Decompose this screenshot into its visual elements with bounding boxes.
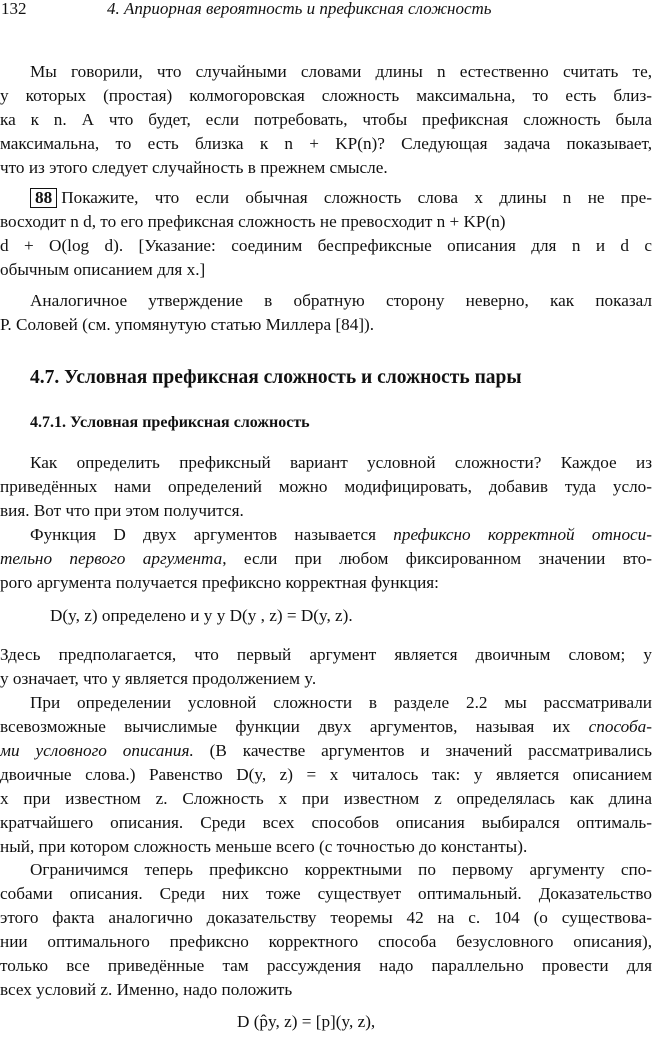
text-line: ный, при котором сложность меньше всего (с точностью до константы). — [0, 837, 528, 856]
text-line: Р. Соловей (см. упомянутую статью Миллера [84]). — [0, 315, 375, 334]
text-line: восходит n d, то его префиксная сложность не превосходит n + KP(n) — [0, 212, 506, 231]
page-number: 132 — [1, 0, 27, 18]
text-line: кратчайшего описания. Среди всех способов описания выбирался оптималь- — [0, 813, 652, 832]
emphasis: префиксно корректной относи- — [393, 525, 652, 544]
text-line: Мы говорили, что случайными словами длины n естественно считать те, — [30, 62, 652, 81]
formula-prefix-correct: D(y, z) определено и y y D(y , z) = D(y, z). — [50, 606, 353, 625]
paragraph-4 — [0, 523, 652, 595]
paragraph-2 — [0, 289, 652, 337]
paragraph-6 — [0, 691, 652, 859]
text-line: d + O(log d). [Указание: соединим беспрефиксные описания для n и d с — [0, 236, 652, 255]
formula-optimal-description: D (p̂y, z) = [p](y, z), — [237, 1012, 376, 1031]
problem-number: 88 — [30, 188, 57, 208]
text-line: ка к n. А что будет, если потребовать, чтобы префиксная сложность была — [0, 110, 652, 129]
text-line — [0, 186, 652, 210]
text-line: Здесь предполагается, что первый аргумент является двоичным словом; y — [0, 645, 652, 664]
text-line: двоичные слова.) Равенство D(y, z) = x читалось так: y является описанием — [0, 765, 652, 784]
text-line: Аналогичное утверждение в обратную сторону неверно, как показал — [30, 291, 652, 310]
text-run: (В качестве аргументов и значений рассматривались — [193, 741, 652, 760]
text-line: Как определить префиксный вариант условной сложности? Каждое из — [30, 453, 652, 472]
subsection-heading: 4.7.1. Условная префиксная сложность — [30, 414, 310, 431]
text-line — [0, 547, 652, 571]
text-line: собами описания. Среди них тоже существует оптимальный. Доказательство — [0, 884, 652, 903]
paragraph-5 — [0, 643, 652, 691]
text-line: нии оптимального префиксно корректного способа безусловного описания), — [0, 932, 652, 951]
text-line: только все приведённые там рассуждения надо параллельно провести для — [0, 956, 652, 975]
text-line — [0, 739, 652, 763]
paragraph-7 — [0, 858, 652, 1002]
paragraph-3 — [0, 451, 652, 523]
text-line: Ограничимся теперь префиксно корректными по первому аргументу спо- — [30, 860, 652, 879]
running-header — [0, 0, 652, 26]
text-run: всевозможные вычислимые функции двух аргументов, называя их — [0, 717, 589, 736]
text-line: этого факта аналогично доказательству теоремы 42 на с. 104 (о существова- — [0, 908, 652, 927]
text-line — [0, 715, 652, 739]
emphasis: ми условного описания. — [0, 741, 194, 760]
text-line: что из этого следует случайность в прежнем смысле. — [0, 158, 388, 177]
text-line: у которых (простая) колмогоровская сложность максимальна, то есть близ- — [0, 86, 652, 105]
text-line — [0, 523, 652, 547]
paragraph-1 — [0, 60, 652, 180]
text-run: Функция D двух аргументов называется — [30, 525, 394, 544]
text-line: y означает, что y является продолжением y. — [0, 669, 317, 688]
text-line: приведённых нами определений можно модифицировать, добавив туда усло- — [0, 477, 652, 496]
emphasis: тельно первого аргумента — [0, 549, 223, 568]
section-heading: 4.7. Условная префиксная сложность и сложность пары — [30, 367, 522, 388]
emphasis: способа- — [588, 717, 652, 736]
text-line: При определении условной сложности в разделе 2.2 мы рассматривали — [30, 693, 652, 712]
chapter-title: 4. Априорная вероятность и префиксная сложность — [107, 0, 492, 18]
text-line: рого аргумента получается префиксно корректная функция: — [0, 573, 439, 592]
text-line: всех условий z. Именно, надо положить — [0, 980, 293, 999]
text-run: , если при любом фиксированном значении вто- — [222, 549, 652, 568]
problem-88 — [0, 186, 652, 282]
text-line: x при известном z. Сложность x при известном z определялась как длина — [0, 789, 652, 808]
text-line: максимальна, то есть близка к n + KP(n)? Следующая задача показывает, — [0, 134, 652, 153]
text-line: обычным описанием для x.] — [0, 260, 206, 279]
text-line: вия. Вот что при этом получится. — [0, 501, 244, 520]
problem-text: Покажите, что если обычная сложность слова x длины n не пре- — [61, 188, 652, 207]
